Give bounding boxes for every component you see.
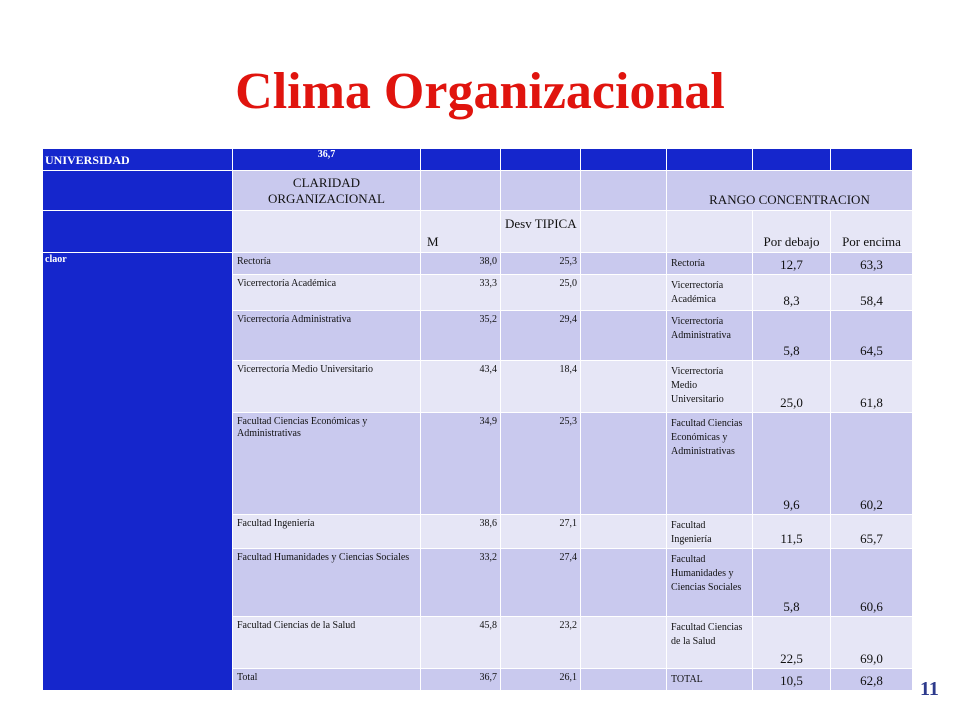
unit-name-2: Vicerrectoría Administrativa (667, 311, 753, 361)
por-encima-value: 61,8 (831, 361, 913, 413)
empty-cell (581, 515, 667, 549)
unit-name: Facultad Humanidades y Ciencias Sociales (233, 549, 421, 617)
desv-value: 25,3 (501, 413, 581, 515)
header-cell (581, 211, 667, 253)
empty-cell (581, 275, 667, 311)
desv-value: 18,4 (501, 361, 581, 413)
blue-cell (831, 149, 913, 171)
unit-name-2: Facultad Ingeniería (667, 515, 753, 549)
empty-cell (581, 413, 667, 515)
group-label: claor (43, 253, 233, 691)
header-cell (233, 211, 421, 253)
mean-value: 36,7 (421, 669, 501, 691)
desv-value: 29,4 (501, 311, 581, 361)
unit-name: Vicerrectoría Medio Universitario (233, 361, 421, 413)
mean-value: 45,8 (421, 617, 501, 669)
desv-header: Desv TIPICA (501, 211, 581, 253)
por-debajo-value: 8,3 (753, 275, 831, 311)
unit-name-2: TOTAL (667, 669, 753, 691)
por-debajo-value: 9,6 (753, 413, 831, 515)
mean-value: 43,4 (421, 361, 501, 413)
blue-cell (43, 171, 233, 211)
unit-name: Facultad Ciencias Económicas y Administrativas (233, 413, 421, 515)
empty-cell (581, 669, 667, 691)
unit-name: Facultad Ingeniería (233, 515, 421, 549)
m-header: M (421, 211, 501, 253)
empty-cell (581, 361, 667, 413)
por-encima-value: 58,4 (831, 275, 913, 311)
desv-value: 25,0 (501, 275, 581, 311)
unit-name-2: Facultad Ciencias Económicas y Administrativas (667, 413, 753, 515)
claridad-header: CLARIDAD ORGANIZACIONAL (233, 171, 421, 211)
unit-name: Vicerrectoría Académica (233, 275, 421, 311)
desv-value: 27,4 (501, 549, 581, 617)
por-encima-value: 64,5 (831, 311, 913, 361)
universidad-label: UNIVERSIDAD (43, 149, 233, 171)
por-encima-value: 63,3 (831, 253, 913, 275)
rango-header: RANGO CONCENTRACION (667, 171, 913, 211)
header-cell (501, 171, 581, 211)
unit-name: Total (233, 669, 421, 691)
mean-value: 33,2 (421, 549, 501, 617)
header-row-2 (43, 211, 913, 253)
desv-value: 25,3 (501, 253, 581, 275)
header-cell (581, 171, 667, 211)
mean-value: 38,0 (421, 253, 501, 275)
por-encima-value: 62,8 (831, 669, 913, 691)
por-debajo-value: 25,0 (753, 361, 831, 413)
por-encima-value: 60,6 (831, 549, 913, 617)
page-number: 11 (920, 678, 939, 700)
empty-cell (581, 253, 667, 275)
empty-cell (581, 617, 667, 669)
blue-cell (43, 211, 233, 253)
header-row-1 (43, 171, 913, 211)
por-debajo-value: 11,5 (753, 515, 831, 549)
mean-value: 35,2 (421, 311, 501, 361)
universidad-row (43, 149, 913, 171)
por-debajo-header: Por debajo (753, 211, 831, 253)
empty-cell (581, 549, 667, 617)
header-cell (667, 211, 753, 253)
por-debajo-value: 5,8 (753, 549, 831, 617)
universidad-value: 36,7 (233, 149, 421, 171)
clima-table (42, 148, 913, 691)
unit-name: Vicerrectoría Administrativa (233, 311, 421, 361)
por-encima-value: 60,2 (831, 413, 913, 515)
blue-cell (501, 149, 581, 171)
mean-value: 33,3 (421, 275, 501, 311)
por-encima-value: 65,7 (831, 515, 913, 549)
desv-value: 26,1 (501, 669, 581, 691)
unit-name-2: Rectoría (667, 253, 753, 275)
por-debajo-value: 10,5 (753, 669, 831, 691)
desv-value: 27,1 (501, 515, 581, 549)
table-row (43, 253, 913, 275)
por-debajo-value: 12,7 (753, 253, 831, 275)
unit-name-2: Facultad Humanidades y Ciencias Sociales (667, 549, 753, 617)
header-cell (421, 171, 501, 211)
desv-value: 23,2 (501, 617, 581, 669)
empty-cell (581, 311, 667, 361)
unit-name: Rectoría (233, 253, 421, 275)
blue-cell (581, 149, 667, 171)
unit-name: Facultad Ciencias de la Salud (233, 617, 421, 669)
blue-cell (753, 149, 831, 171)
mean-value: 34,9 (421, 413, 501, 515)
mean-value: 38,6 (421, 515, 501, 549)
por-encima-header: Por encima (831, 211, 913, 253)
unit-name-2: Vicerrectoría Medio Universitario (667, 361, 753, 413)
unit-name-2: Vicerrectoría Académica (667, 275, 753, 311)
por-debajo-value: 5,8 (753, 311, 831, 361)
blue-cell (667, 149, 753, 171)
slide-title: Clima Organizacional (235, 63, 725, 120)
por-encima-value: 69,0 (831, 617, 913, 669)
blue-cell (421, 149, 501, 171)
unit-name-2: Facultad Ciencias de la Salud (667, 617, 753, 669)
por-debajo-value: 22,5 (753, 617, 831, 669)
